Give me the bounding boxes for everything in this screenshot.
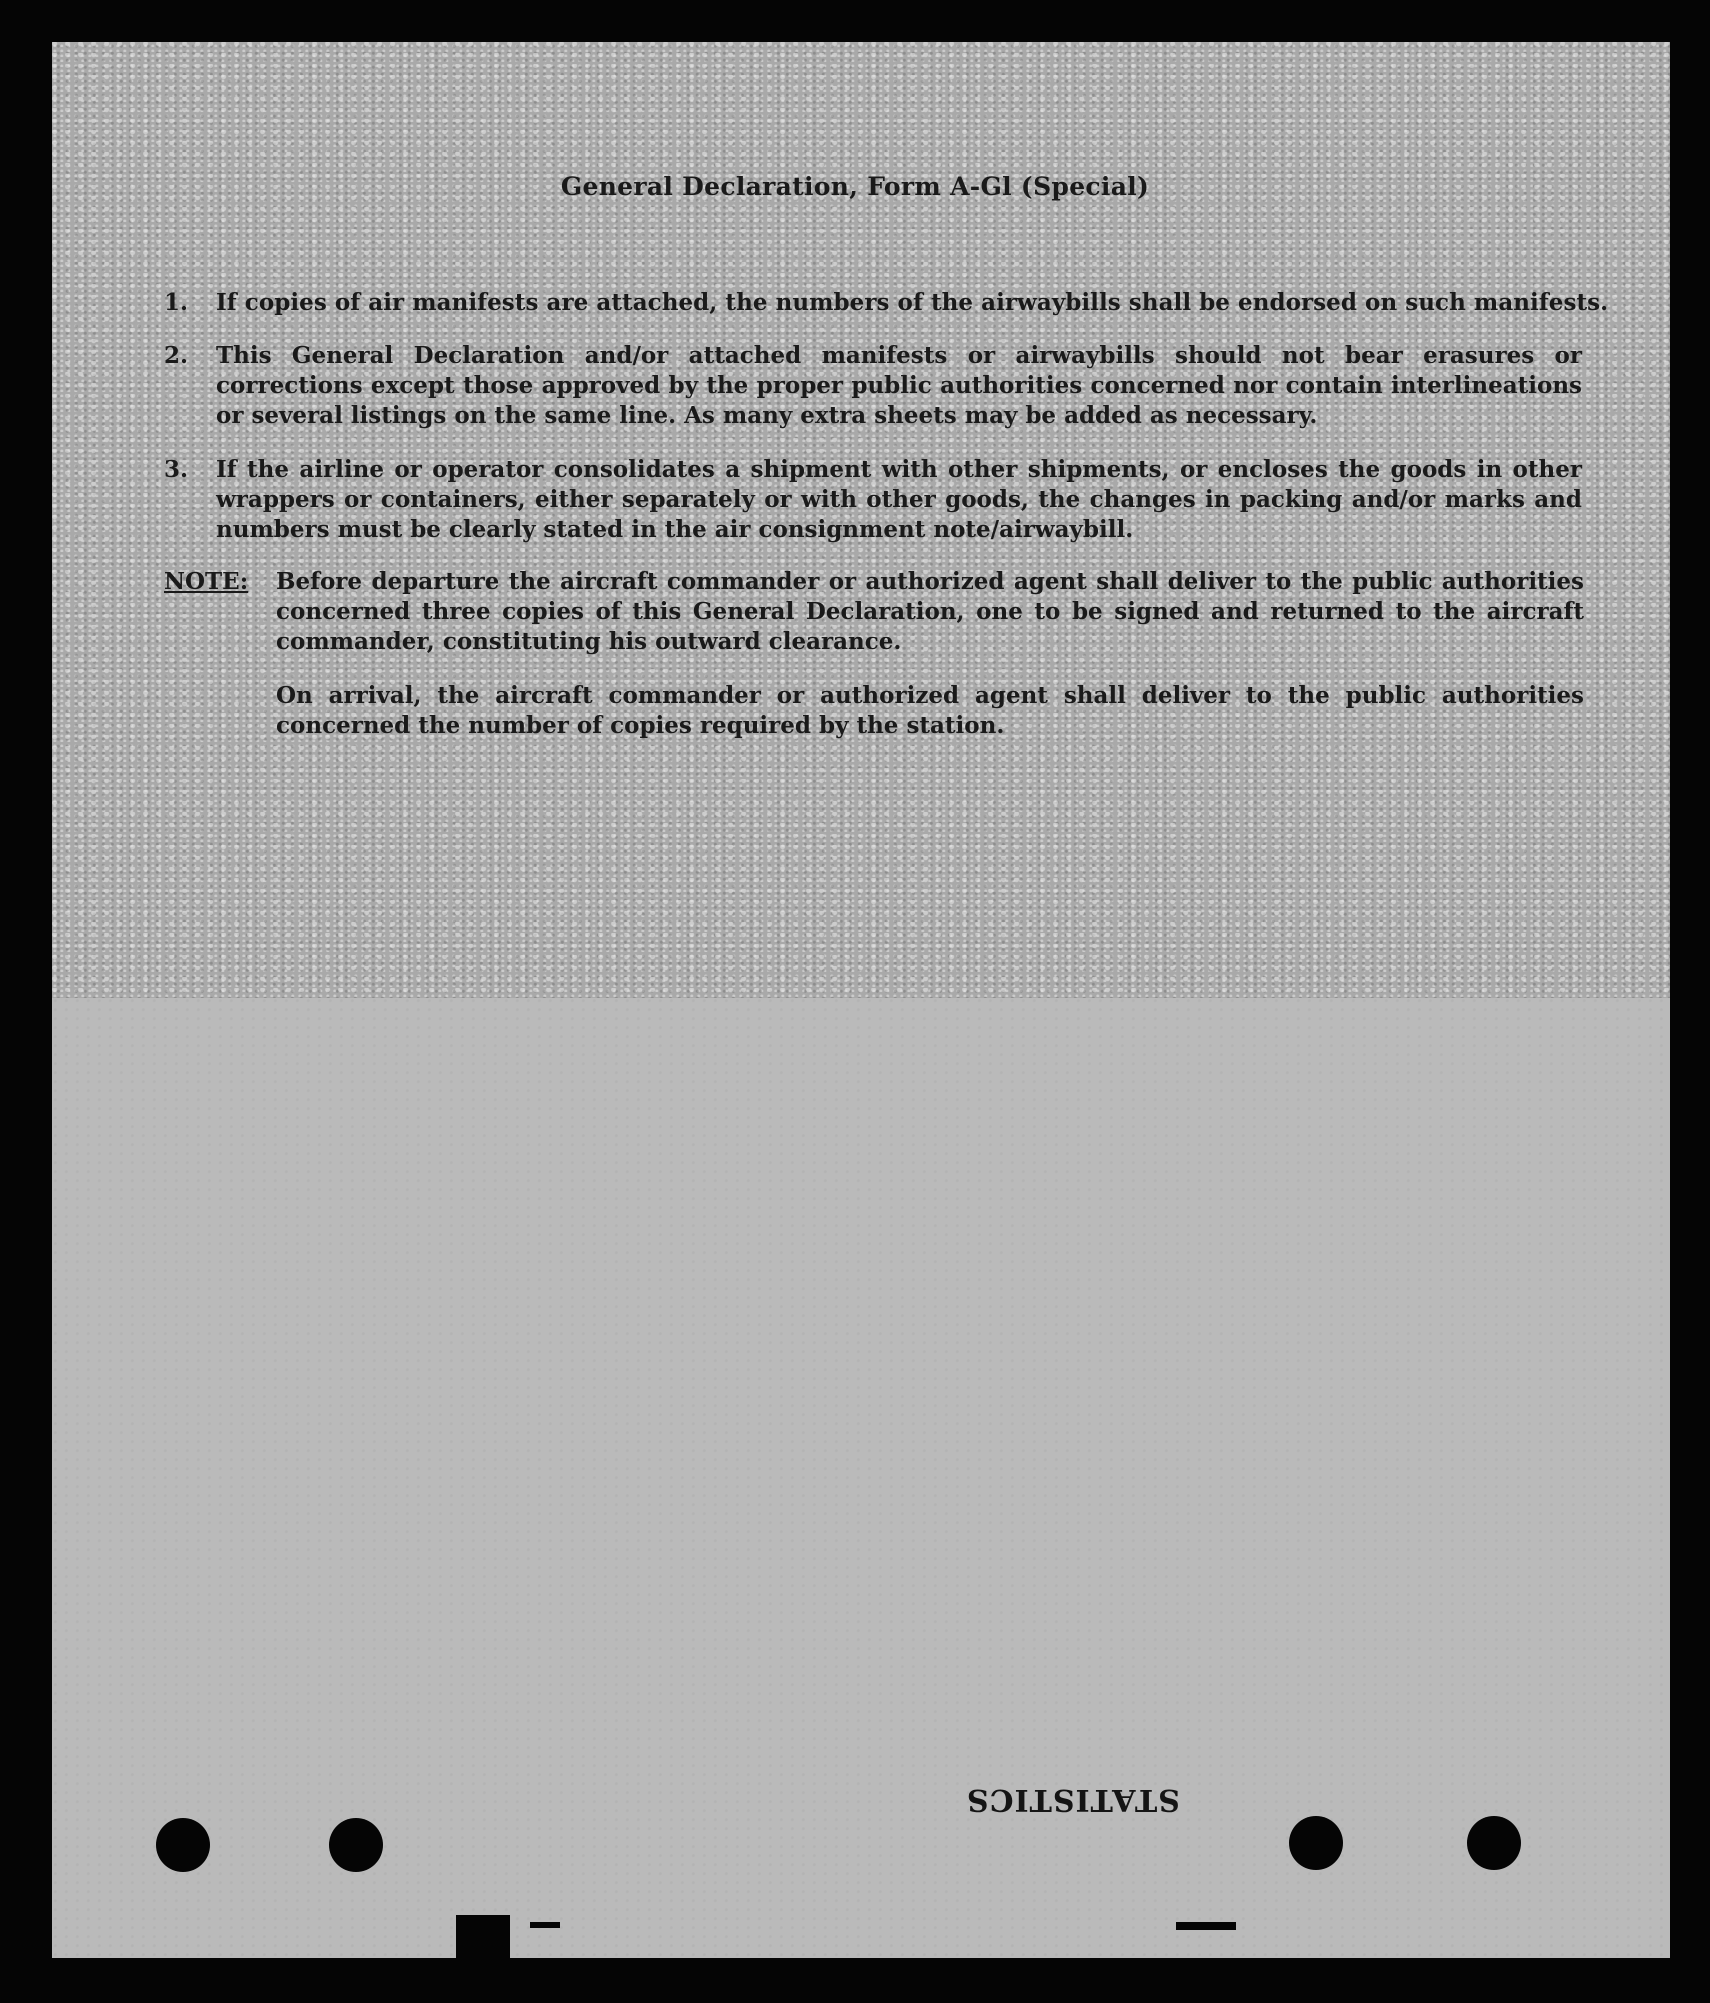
note-label: NOTE: <box>164 568 249 595</box>
item-number: 2. <box>164 342 189 369</box>
item-number: 3. <box>164 456 189 483</box>
item-text: If the airline or operator consolidates a shipment with other shipments, or encloses the goods in other wrappers or containers, either separately or with other goods, the changes in packing and/or marks and numbers must be clearly stated in the air consignment note/airwaybill. <box>216 456 1582 543</box>
item-text: This General Declaration and/or attached manifests or airwaybills should not bear erasures or corrections except those approved by the proper public authorities concerned nor contain interlineations or several listings on the same line. As many extra sheets may be added as necessary. <box>216 342 1582 429</box>
instruction-item <box>164 288 1609 320</box>
punch-hole <box>329 1818 383 1872</box>
item-number: 1. <box>164 289 189 316</box>
punch-hole <box>1289 1816 1343 1870</box>
edge-mark <box>456 1915 510 1965</box>
edge-mark <box>530 1922 560 1928</box>
document-sheet <box>52 42 1670 1958</box>
sheet-lower-show-through-area <box>52 998 1670 1958</box>
note-paragraph-departure: Before departure the aircraft commander or authorized agent shall deliver to the public authorities concerned three copies of this General Declaration, one to be signed and returned to the aircraft commander, constituting his outward clearance. <box>276 568 1584 655</box>
edge-mark <box>1176 1922 1236 1930</box>
instruction-item <box>164 341 1584 433</box>
punch-hole <box>156 1818 210 1872</box>
instruction-item <box>164 455 1584 547</box>
item-text: If copies of air manifests are attached, the numbers of the airwaybills shall be endorsed on such manifests. <box>216 289 1609 316</box>
statistics-stamp: STATISTICS <box>966 1782 1180 1817</box>
note-paragraph-arrival: On arrival, the aircraft commander or authorized agent shall deliver to the public authorities concerned the number of copies required by the station. <box>276 682 1584 739</box>
form-title: General Declaration, Form A-Gl (Special) <box>560 172 1150 201</box>
punch-hole <box>1467 1816 1521 1870</box>
note-block <box>164 567 1584 659</box>
